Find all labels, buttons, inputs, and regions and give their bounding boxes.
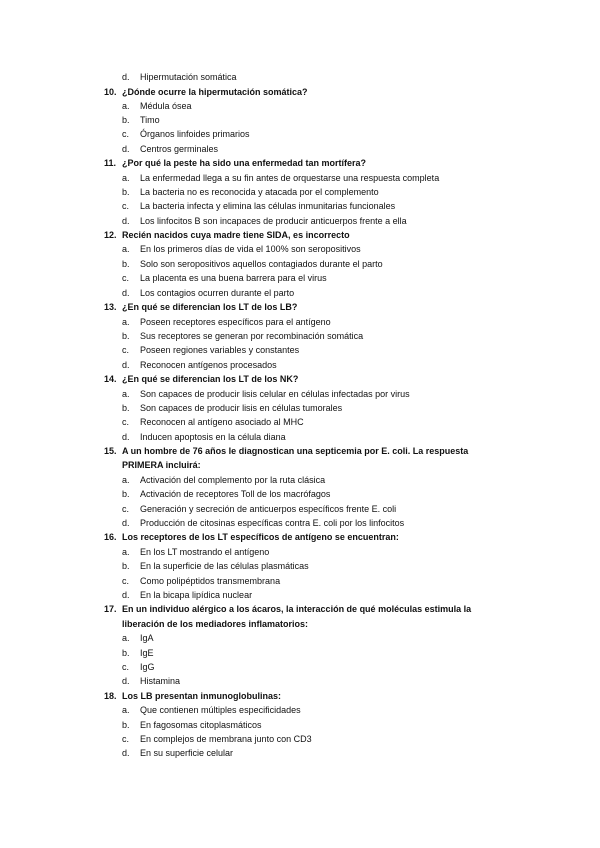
option xyxy=(122,647,154,659)
option-letter: b. xyxy=(122,115,130,125)
question-number: 14. xyxy=(104,374,117,384)
option-letter: c. xyxy=(122,734,130,744)
option-letter: d. xyxy=(122,590,130,600)
option xyxy=(122,330,363,342)
question-number: 15. xyxy=(104,446,117,456)
option-letter: a. xyxy=(122,389,130,399)
question-18 xyxy=(104,690,281,702)
option-letter: c. xyxy=(122,345,130,355)
option xyxy=(122,517,404,529)
option xyxy=(122,114,160,126)
option-letter: c. xyxy=(122,129,130,139)
question-12 xyxy=(104,229,350,241)
option xyxy=(122,431,286,443)
question-text: ¿Por qué la peste ha sido una enfermedad tan mortífera? xyxy=(122,158,367,168)
option-letter: a. xyxy=(122,317,130,327)
option-text: Centros germinales xyxy=(140,144,219,154)
option-letter: c. xyxy=(122,576,130,586)
option-text: Son capaces de producir lisis celular en células infectadas por virus xyxy=(140,389,410,399)
option-letter: d. xyxy=(122,360,130,370)
option-letter: b. xyxy=(122,720,130,730)
option xyxy=(122,258,383,270)
option-letter: d. xyxy=(122,72,130,82)
option xyxy=(122,661,155,673)
question-number: 10. xyxy=(104,87,117,97)
option-letter: a. xyxy=(122,547,130,557)
option-text: En los LT mostrando el antígeno xyxy=(140,547,270,557)
option-text: En los primeros días de vida el 100% son seropositivos xyxy=(140,244,361,254)
option-text: Reconocen al antígeno asociado al MHC xyxy=(140,417,304,427)
option-text: Médula ósea xyxy=(140,101,192,111)
previous-option xyxy=(122,71,237,83)
question-number: 12. xyxy=(104,230,117,240)
question-14 xyxy=(104,373,298,385)
option-text: Activación de receptores Toll de los macrófagos xyxy=(140,489,331,499)
question-text: Recién nacidos cuya madre tiene SIDA, es incorrecto xyxy=(122,230,350,240)
question-13 xyxy=(104,301,297,313)
option-text: Son capaces de producir lisis en células tumorales xyxy=(140,403,343,413)
option xyxy=(122,488,330,500)
option-text: Hipermutación somática xyxy=(140,72,237,82)
option-text: En la bicapa lipídica nuclear xyxy=(140,590,253,600)
option-letter: c. xyxy=(122,273,130,283)
option-text: Los contagios ocurren durante el parto xyxy=(140,288,295,298)
option-letter: d. xyxy=(122,748,130,758)
option-letter: d. xyxy=(122,144,130,154)
option-text: Sus receptores se generan por recombinación somática xyxy=(140,331,364,341)
question-text-continuation: liberación de los mediadores inflamatorios: xyxy=(122,619,309,629)
question-number: 16. xyxy=(104,532,117,542)
option xyxy=(122,575,280,587)
option-text: Reconocen antígenos procesados xyxy=(140,360,277,370)
option-text: Los linfocitos B son incapaces de producir anticuerpos frente a ella xyxy=(140,216,407,226)
option-letter: a. xyxy=(122,475,130,485)
option-text: Órganos linfoides primarios xyxy=(140,129,250,139)
option-letter: c. xyxy=(122,504,130,514)
option-text: Poseen regiones variables y constantes xyxy=(140,345,300,355)
option-letter: b. xyxy=(122,331,130,341)
option-text: Que contienen múltiples especificidades xyxy=(140,705,301,715)
question-text: ¿En qué se diferencian los LT de los LB? xyxy=(122,302,298,312)
option xyxy=(122,243,361,255)
option-letter: a. xyxy=(122,633,130,643)
option xyxy=(122,474,325,486)
option-letter: a. xyxy=(122,705,130,715)
option-letter: a. xyxy=(122,173,130,183)
option-text: La placenta es una buena barrera para el virus xyxy=(140,273,327,283)
option-text: Activación del complemento por la ruta clásica xyxy=(140,475,326,485)
option xyxy=(122,719,262,731)
option-letter: d. xyxy=(122,288,130,298)
option-letter: a. xyxy=(122,244,130,254)
option xyxy=(122,186,379,198)
option-text: La bacteria no es reconocida y atacada por el complemento xyxy=(140,187,379,197)
option-text: La bacteria infecta y elimina las células inmunitarias funcionales xyxy=(140,201,396,211)
option-letter: a. xyxy=(122,101,130,111)
option xyxy=(122,143,218,155)
option-letter: c. xyxy=(122,417,130,427)
option-text: Timo xyxy=(140,115,160,125)
option-text: Producción de citosinas específicas contra E. coli por los linfocitos xyxy=(140,518,405,528)
option xyxy=(122,215,407,227)
option xyxy=(122,344,299,356)
option xyxy=(122,589,252,601)
option xyxy=(122,675,180,687)
option-letter: b. xyxy=(122,187,130,197)
option xyxy=(122,272,327,284)
option xyxy=(122,747,233,759)
option-letter: d. xyxy=(122,676,130,686)
option-text: En su superficie celular xyxy=(140,748,234,758)
option-text: La enfermedad llega a su fin antes de orquestarse una respuesta completa xyxy=(140,173,440,183)
option-letter: b. xyxy=(122,259,130,269)
option xyxy=(122,359,277,371)
option-text: En fagosomas citoplasmáticos xyxy=(140,720,262,730)
option-letter: d. xyxy=(122,432,130,442)
option-text: En complejos de membrana junto con CD3 xyxy=(140,734,312,744)
option xyxy=(122,100,192,112)
option xyxy=(122,172,439,184)
option-letter: b. xyxy=(122,403,130,413)
option-text: Poseen receptores específicos para el antígeno xyxy=(140,317,331,327)
question-number: 11. xyxy=(104,158,117,168)
option xyxy=(122,503,396,515)
option xyxy=(122,200,395,212)
option xyxy=(122,704,301,716)
option-letter: d. xyxy=(122,518,130,528)
option xyxy=(122,316,331,328)
option-text: IgE xyxy=(140,648,154,658)
question-text: A un hombre de 76 años le diagnostican una septicemia por E. coli. La respuesta xyxy=(122,446,469,456)
option-letter: d. xyxy=(122,216,130,226)
option-text: Generación y secreción de anticuerpos específicos frente E. coli xyxy=(140,504,397,514)
option xyxy=(122,128,250,140)
option xyxy=(122,632,154,644)
question-text-continuation: PRIMERA incluirá: xyxy=(122,460,201,470)
option-text: Como polipéptidos transmembrana xyxy=(140,576,281,586)
question-text: Los receptores de los LT específicos de antígeno se encuentran: xyxy=(122,532,399,542)
option-text: IgG xyxy=(140,662,155,672)
option-text: IgA xyxy=(140,633,154,643)
option xyxy=(122,388,410,400)
question-number: 17. xyxy=(104,604,117,614)
option-letter: b. xyxy=(122,561,130,571)
option-letter: c. xyxy=(122,201,130,211)
option-letter: b. xyxy=(122,489,130,499)
question-text: ¿Dónde ocurre la hipermutación somática? xyxy=(122,87,308,97)
option-text: Histamina xyxy=(140,676,181,686)
question-16 xyxy=(104,531,399,543)
question-text: ¿En qué se diferencian los LT de los NK? xyxy=(122,374,299,384)
option-letter: b. xyxy=(122,648,130,658)
question-11 xyxy=(104,157,366,169)
option xyxy=(122,546,269,558)
option-letter: c. xyxy=(122,662,130,672)
question-number: 13. xyxy=(104,302,117,312)
option xyxy=(122,733,312,745)
question-text: En un individuo alérgico a los ácaros, la interacción de qué moléculas estimula la xyxy=(122,604,472,614)
question-10 xyxy=(104,86,308,98)
question-15 xyxy=(104,445,468,457)
option-text: En la superficie de las células plasmáticas xyxy=(140,561,309,571)
option xyxy=(122,402,342,414)
option xyxy=(122,416,304,428)
option xyxy=(122,560,309,572)
option xyxy=(122,287,294,299)
question-text: Los LB presentan inmunoglobulinas: xyxy=(122,691,282,701)
question-17 xyxy=(104,603,471,615)
option-text: Inducen apoptosis en la célula diana xyxy=(140,432,286,442)
option-text: Solo son seropositivos aquellos contagiados durante el parto xyxy=(140,259,383,269)
question-number: 18. xyxy=(104,691,117,701)
